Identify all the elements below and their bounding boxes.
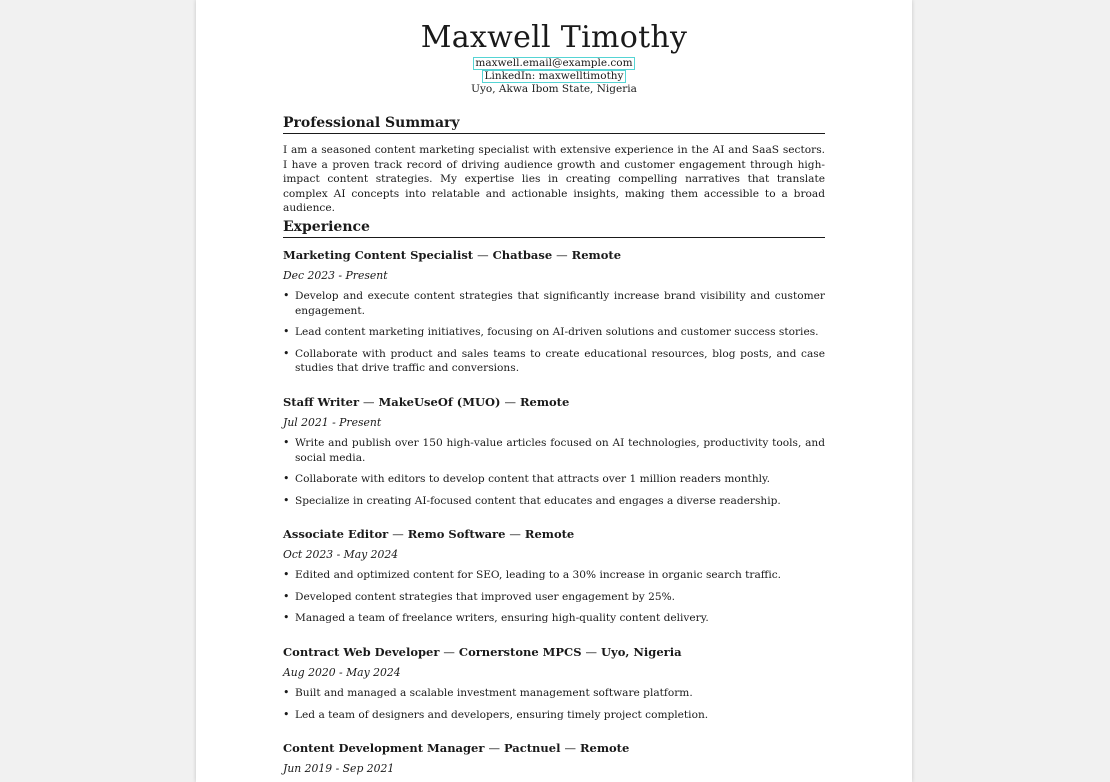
job-bullet: • Developed content strategies that improved user engagement by 25%.: [283, 590, 825, 605]
email-link[interactable]: maxwell.email@example.com: [475, 57, 633, 69]
job-heading: [283, 740, 825, 756]
job-location: Remote: [579, 741, 630, 755]
job-entry: [283, 740, 825, 776]
job-dates: Oct 2023 - May 2024: [283, 548, 399, 561]
job-bullets: [283, 289, 825, 376]
job-bullet: • Built and managed a scalable investment management software platform.: [283, 686, 825, 701]
resume-name: Maxwell Timothy: [420, 20, 688, 55]
job-company: MakeUseOf (MUO): [378, 395, 501, 409]
job-heading: [283, 644, 825, 660]
job-bullet: • Specialize in creating AI-focused content that educates and engages a diverse readership.: [283, 494, 825, 509]
job-separator: —: [363, 395, 375, 409]
contact-email-row: [283, 57, 825, 70]
summary-heading: Professional Summary: [283, 114, 825, 134]
job-entry: [283, 394, 825, 515]
job-separator: —: [443, 645, 455, 659]
job-separator: —: [477, 248, 489, 262]
job-separator: —: [488, 741, 500, 755]
job-company: Remo Software: [407, 527, 506, 541]
job-bullet: • Lead content marketing initiatives, focusing on AI-driven solutions and customer success stories.: [283, 325, 825, 340]
job-role: Associate Editor: [283, 527, 389, 541]
job-entry: [283, 526, 825, 633]
job-role: Marketing Content Specialist: [283, 248, 474, 262]
job-separator: —: [585, 645, 598, 659]
job-separator: —: [392, 527, 404, 541]
job-heading: [283, 526, 825, 542]
job-bullets: [283, 568, 825, 626]
job-heading: [283, 247, 825, 263]
job-location: Remote: [571, 248, 622, 262]
job-location: Uyo, Nigeria: [601, 645, 682, 659]
job-dates: Aug 2020 - May 2024: [283, 666, 401, 679]
contact-location: Uyo, Akwa Ibom State, Nigeria: [471, 83, 637, 95]
job-separator: —: [556, 248, 568, 262]
job-separator: —: [564, 741, 576, 755]
linkedin-link[interactable]: LinkedIn: maxwelltimothy: [484, 70, 624, 82]
job-role: Content Development Manager: [283, 741, 485, 755]
job-location: Remote: [519, 395, 570, 409]
summary-text: I am a seasoned content marketing specialist with extensive experience in the AI and SaaS sectors. I have a proven track record of driving audience growth and customer engagement through high-impact content strategies. My expertise lies in creating compelling narratives that translate complex AI concepts into relatable and actionable insights, making them accessible to a broad audience.: [283, 144, 825, 215]
job-bullet: • Collaborate with editors to develop content that attracts over 1 million readers monthly.: [283, 472, 825, 487]
job-bullet: • Edited and optimized content for SEO, leading to a 30% increase in organic search traffic.: [283, 568, 825, 583]
experience-heading: Experience: [283, 218, 825, 238]
job-bullet: • Led a team of designers and developers, ensuring timely project completion.: [283, 708, 825, 723]
job-separator: —: [509, 527, 521, 541]
contact-linkedin-row: [283, 70, 825, 83]
job-entry: [283, 247, 825, 383]
job-separator: —: [504, 395, 516, 409]
job-role: Staff Writer: [283, 395, 360, 409]
job-bullet: • Develop and execute content strategies that significantly increase brand visibility and customer engagement.: [283, 289, 825, 318]
job-bullet: • Collaborate with product and sales teams to create educational resources, blog posts, and case studies that drive traffic and conversions.: [283, 347, 825, 376]
job-role: Contract Web Developer: [283, 645, 440, 659]
resume-page: [196, 0, 912, 782]
job-dates: Dec 2023 - Present: [283, 269, 388, 282]
job-location: Remote: [524, 527, 575, 541]
job-bullets: [283, 686, 825, 722]
job-company: Pactnuel: [503, 741, 561, 755]
job-company: Cornerstone MPCS: [458, 645, 582, 659]
job-bullet: • Write and publish over 150 high-value articles focused on AI technologies, productivity tools, and social media.: [283, 436, 825, 465]
job-bullets: [283, 436, 825, 508]
job-entry: [283, 644, 825, 729]
job-heading: [283, 394, 825, 410]
job-dates: Jul 2021 - Present: [283, 416, 382, 429]
job-dates: Jun 2019 - Sep 2021: [283, 762, 395, 775]
job-bullet: • Managed a team of freelance writers, ensuring high-quality content delivery.: [283, 611, 825, 626]
job-company: Chatbase: [492, 248, 553, 262]
